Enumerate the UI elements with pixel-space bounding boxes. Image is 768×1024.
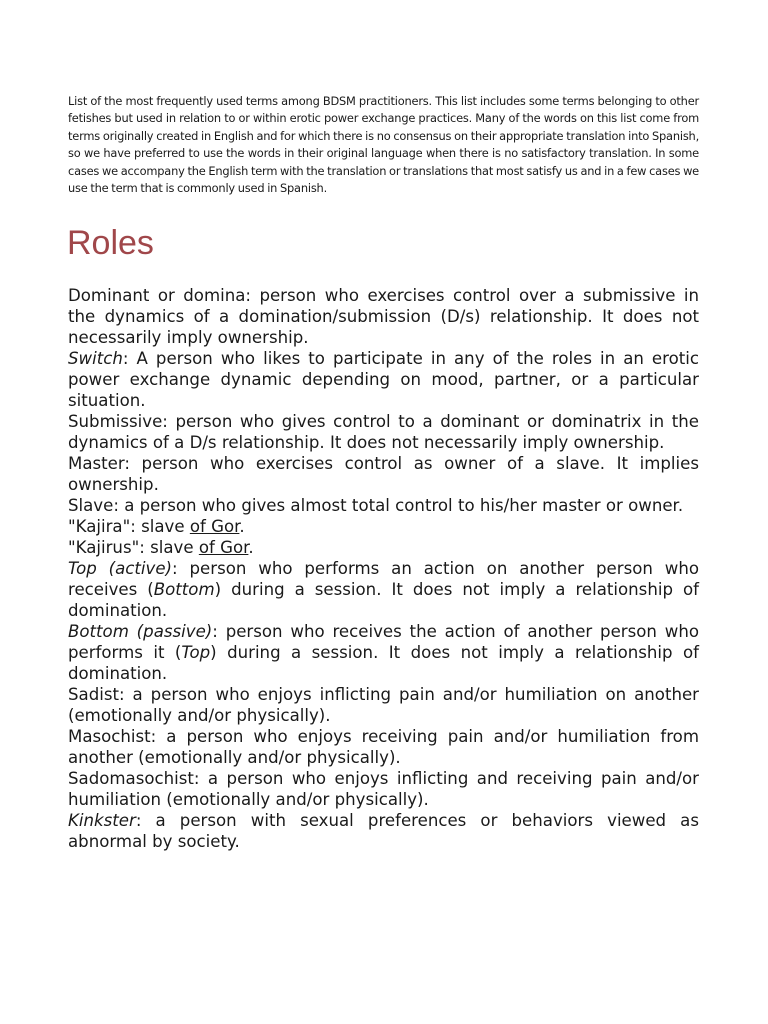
term-kajira-end: . (239, 517, 245, 537)
document-page (68, 93, 699, 852)
term-switch (68, 348, 699, 411)
term-bottom (68, 621, 699, 684)
gor-link[interactable]: of Gor (189, 517, 240, 537)
term-kajirus-text: "Kajirus": slave (68, 538, 199, 558)
term-top-name: Top (active) (68, 559, 173, 579)
term-bottom-name: Bottom (passive) (68, 622, 213, 642)
term-kinkster-definition: : a person with sexual preferences or behaviors viewed as abnormal by society. (68, 811, 699, 852)
term-sadomasochist: Sadomasochist: a person who enjoys inflicting and receiving pain and/or humiliation (emotionally and/or physically). (68, 769, 699, 810)
term-kajirus (68, 537, 699, 558)
term-top-definition-end: ) during a session. It does not imply a relationship of domination. (68, 580, 699, 621)
term-kajira-text: "Kajira": slave (68, 517, 190, 537)
term-slave: Slave: a person who gives almost total control to his/her master or owner. (68, 496, 684, 516)
term-kajira (68, 516, 699, 537)
term-kajirus-end: . (248, 538, 254, 558)
term-sadist: Sadist: a person who enjoys inflicting pain and/or humiliation on another (emotionally and/or physically). (68, 685, 699, 726)
term-top (68, 558, 699, 621)
term-switch-definition: : A person who likes to participate in any of the roles in an erotic power exchange dynamic depending on mood, partner, or a particular situation. (68, 349, 699, 411)
term-submissive: Submissive: person who gives control to a dominant or dominatrix in the dynamics of a D/s relationship. It does not necessarily imply ownership. (68, 412, 699, 453)
intro-paragraph: List of the most frequently used terms among BDSM practitioners. This list includes some terms belonging to other fetishes but used in relation to or within erotic power exchange practices. Many of the words on this list come from terms originally created in English and for which there is no consensus on their appropriate translation into Spanish, so we have preferred to use the words in their original language when there is no satisfactory translation. In some cases we accompany the English term with the translation or translations that most satisfy us and in a few cases we use the term that is commonly used in Spanish. (68, 94, 699, 196)
term-kinkster (68, 810, 699, 852)
term-bottom-definition-end: ) during a session. It does not imply a relationship of domination. (68, 643, 699, 684)
term-top-emphasis: Bottom (153, 580, 215, 600)
term-switch-name: Switch (68, 349, 123, 369)
term-master: Master: person who exercises control as owner of a slave. It implies ownership. (68, 454, 699, 495)
term-kinkster-name: Kinkster (68, 811, 136, 831)
roles-list (68, 285, 699, 852)
section-heading-roles: Roles (67, 224, 154, 263)
term-dominant: Dominant or domina: person who exercises control over a submissive in the dynamics of a domination/submission (D/s) relationship. It does not necessarily imply ownership. (68, 286, 699, 348)
term-masochist: Masochist: a person who enjoys receiving pain and/or humiliation from another (emotionally and/or physically). (68, 727, 699, 768)
term-top-definition-start: : person who performs an action on another person who receives ( (68, 559, 700, 600)
term-bottom-emphasis: Top (181, 643, 211, 663)
term-bottom-definition-start: : person who receives the action of another person who performs it ( (68, 622, 699, 663)
gor-link[interactable]: of Gor (198, 538, 249, 558)
